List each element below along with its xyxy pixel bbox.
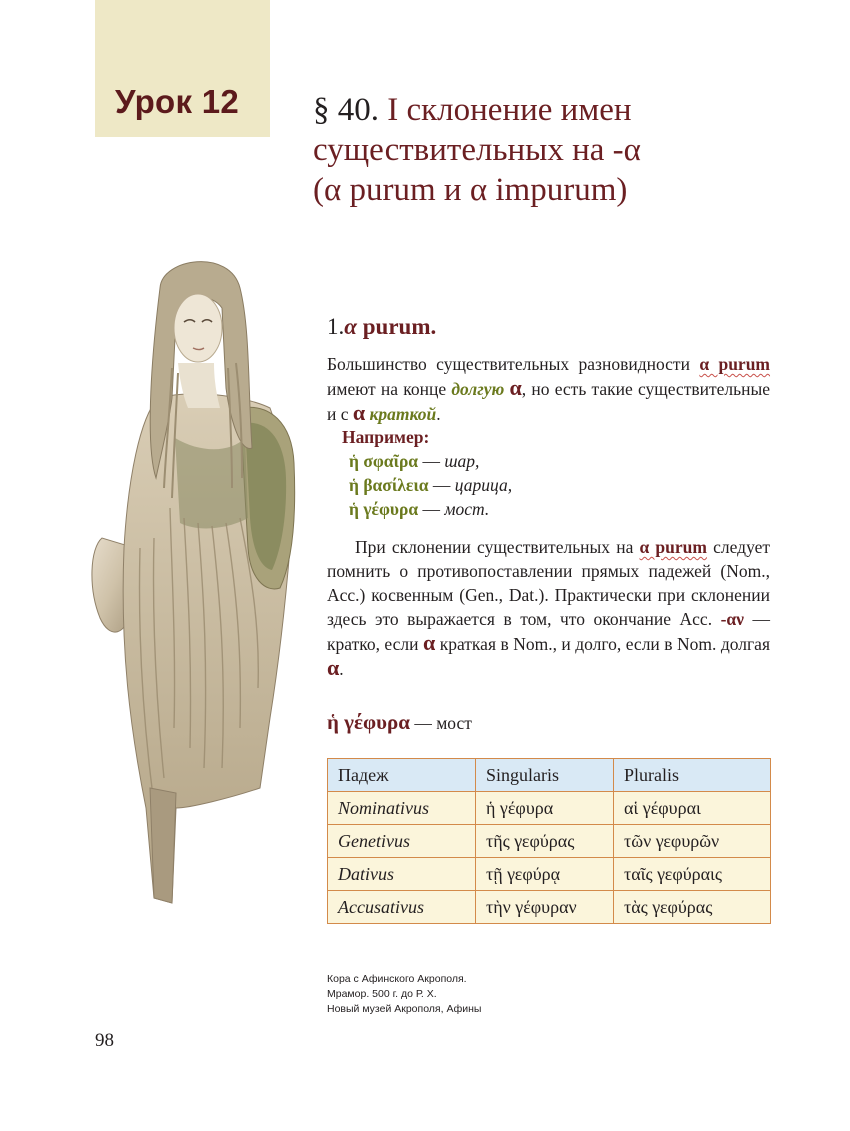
example-item bbox=[342, 449, 512, 473]
paragraph-2 bbox=[327, 535, 770, 681]
subsection-alpha: α bbox=[344, 314, 357, 339]
example-greek: ἡ σφαῖρα bbox=[349, 451, 419, 471]
table-row bbox=[328, 858, 771, 891]
singular-cell: τῇ γεφύρᾳ bbox=[476, 858, 614, 891]
text-fragment: , но есть такие существительные и с bbox=[327, 379, 770, 424]
case-cell: Genetivus bbox=[328, 825, 476, 858]
caption-line: Новый музей Акрополя, Афины bbox=[327, 1003, 482, 1015]
example-item bbox=[342, 497, 512, 521]
subsection-heading bbox=[327, 314, 436, 340]
section-number: § 40. bbox=[313, 92, 379, 128]
table-header-row bbox=[328, 759, 771, 792]
subsection-word: purum. bbox=[362, 314, 437, 339]
paragraph-1 bbox=[327, 352, 770, 426]
example-greek: ἡ γέφυρα bbox=[349, 499, 419, 519]
text-fragment: — кратко, если bbox=[327, 609, 770, 654]
declension-table bbox=[327, 758, 771, 924]
alpha-symbol: α bbox=[422, 630, 436, 655]
plural-cell: τῶν γεφυρῶν bbox=[614, 825, 771, 858]
table-header-cell: Pluralis bbox=[614, 759, 771, 792]
keyword-short: краткой bbox=[369, 404, 437, 424]
dash: — bbox=[428, 475, 455, 495]
table-header-cell: Падеж bbox=[328, 759, 476, 792]
table-row bbox=[328, 891, 771, 924]
text-fragment: имеют на конце bbox=[327, 379, 452, 399]
table-header-cell: Singularis bbox=[476, 759, 614, 792]
examples-block bbox=[342, 425, 512, 521]
examples-heading: Например: bbox=[342, 427, 430, 447]
section-title-line2: существительных на -α bbox=[313, 132, 641, 168]
example-item bbox=[342, 473, 512, 497]
dash: — bbox=[409, 713, 437, 733]
dash: — bbox=[418, 499, 445, 519]
lesson-box bbox=[95, 0, 270, 137]
paradigm-translation: мост bbox=[436, 713, 472, 733]
kore-statue-image bbox=[80, 248, 310, 908]
singular-cell: τῆς γεφύρας bbox=[476, 825, 614, 858]
keyword-alpha-purum: α purum bbox=[699, 354, 771, 374]
case-cell: Nominativus bbox=[328, 792, 476, 825]
text-fragment: . bbox=[436, 404, 441, 424]
example-translation: шар, bbox=[444, 451, 480, 471]
plural-cell: τὰς γεφύρας bbox=[614, 891, 771, 924]
section-title bbox=[313, 90, 793, 210]
alpha-symbol: α bbox=[352, 400, 366, 425]
page-number: 98 bbox=[95, 1030, 114, 1051]
example-translation: мост. bbox=[444, 499, 490, 519]
text-fragment: При склонении существительных на bbox=[355, 537, 640, 557]
example-greek: ἡ βασίλεια bbox=[349, 475, 429, 495]
table-row bbox=[328, 825, 771, 858]
case-cell: Dativus bbox=[328, 858, 476, 891]
paradigm-word bbox=[327, 710, 472, 735]
caption-line: Кора с Афинского Акрополя. bbox=[327, 973, 467, 985]
example-translation: царица, bbox=[454, 475, 513, 495]
singular-cell: ἡ γέφυρα bbox=[476, 792, 614, 825]
lesson-label: Урок 12 bbox=[115, 83, 240, 120]
plural-cell: αἱ γέφυραι bbox=[614, 792, 771, 825]
text-fragment: Большинство существительных разновидности bbox=[327, 354, 700, 374]
text-fragment: . bbox=[339, 659, 344, 679]
section-title-line1: I склонение имен bbox=[387, 92, 632, 128]
ending-an: -αν bbox=[720, 609, 744, 629]
case-cell: Accusativus bbox=[328, 891, 476, 924]
caption-line: Мрамор. 500 г. до Р. Х. bbox=[327, 988, 437, 1000]
alpha-symbol: α bbox=[509, 375, 522, 400]
plural-cell: ταῖς γεφύραις bbox=[614, 858, 771, 891]
dash: — bbox=[418, 451, 445, 471]
alpha-symbol: α bbox=[327, 655, 340, 680]
text-fragment: следует помнить о противопоставлении прямых падежей (Nom., Acc.) косвенным (Gen., Dat.). Практически при склонении здесь это выражается в том, что окончание Acc. bbox=[327, 537, 770, 629]
text-fragment: краткая в Nom., и долго, если в Nom. долгая bbox=[435, 634, 770, 654]
singular-cell: τὴν γέφυραν bbox=[476, 891, 614, 924]
paradigm-greek: ἡ γέφυρα bbox=[327, 710, 410, 734]
keyword-alpha-purum: α purum bbox=[639, 537, 707, 557]
subsection-number: 1. bbox=[327, 314, 345, 339]
section-title-line3: (α purum и α impurum) bbox=[313, 172, 628, 208]
keyword-long: долгую bbox=[451, 379, 505, 399]
image-caption bbox=[327, 972, 481, 1017]
table-row bbox=[328, 792, 771, 825]
